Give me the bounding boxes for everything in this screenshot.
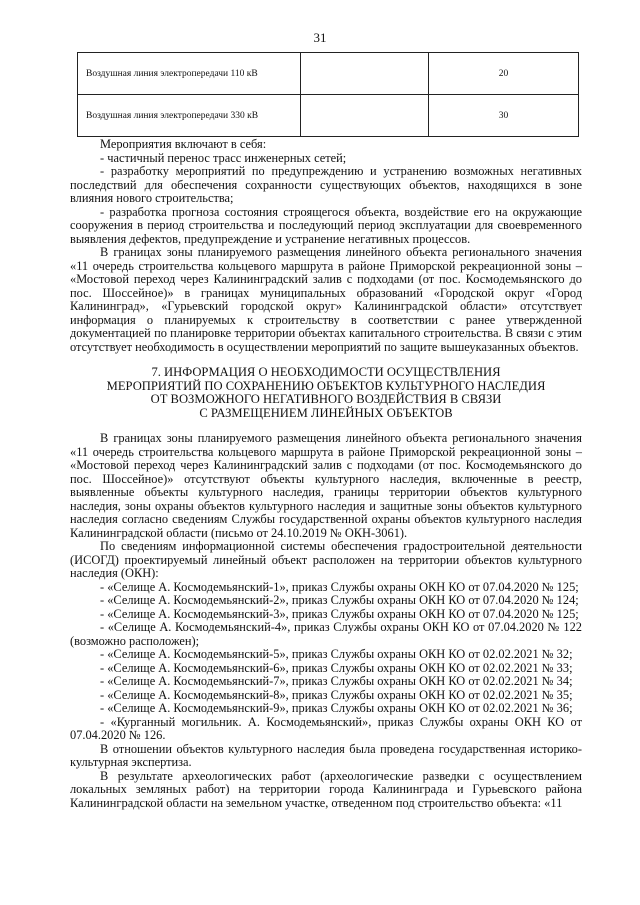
paragraph: В результате археологических работ (археологические разведки с осуществлением локальных земляных работ) на территории города Калининграда и Гурьевского района Калининградской области на земельном участке, отведенном под строительство объекта: «11 (70, 768, 582, 810)
table-cell-empty (301, 95, 429, 137)
list-item: - «Селище А. Космодемьянский-2», приказ Службы охраны ОКН КО от 07.04.2020 № 124; (100, 593, 579, 608)
list-item: - «Селище А. Космодемьянский-8», приказ Службы охраны ОКН КО от 02.02.2021 № 35; (100, 687, 573, 702)
list-item: - «Курганный могильник. А. Космодемьянский», приказ Службы охраны ОКН КО от 07.04.2020 № 126. (70, 714, 582, 743)
heading-line: ОТ ВОЗМОЖНОГО НЕГАТИВНОГО ВОЗДЕЙСТВИЯ В СВЯЗИ (150, 392, 502, 407)
table-cell-value: 30 (429, 95, 579, 137)
paragraph: В отношении объектов культурного наследия была проведена государственная историко-культурная экспертиза. (70, 741, 582, 770)
section-heading (70, 366, 582, 420)
table-cell-name: Воздушная линия электропередачи 330 кВ (78, 95, 301, 137)
document-body (70, 138, 582, 810)
paragraph: В границах зоны планируемого размещения линейного объекта регионального значения «11 очередь строительства кольцевого маршрута в районе Приморской рекреационной зоны – «Мостовой переход через Калининградский залив с подходами (от пос. Космодемьянского до пос. Шоссейное)» в границах муниципальных образований «Городской округ «Город Калининград», «Гурьевский городской округ» Калининградской области» отсутствует информация о планируемых к строительству в соответствии с ранее утвержденной документацией по планировке территории объектах капитального строительства. В связи с этим отсутствует необходимость в осуществлении мероприятий по защите вышеуказанных объектов. (70, 245, 582, 354)
paragraph: В границах зоны планируемого размещения линейного объекта регионального значения «11 очередь строительства кольцевого маршрута в районе Приморской рекреационной зоны – «Мостовой переход через Калининградский залив с подходами (от пос. Космодемьянского до пос. Шоссейное)» отсутствуют объекты культурного наследия, включенные в реестр, выявленные объекты культурного наследия, границы территории объектов культурного наследия, зоны охраны объектов культурного наследия и защитные зоны объектов культурного наследия согласно сведениям Службы государственной охраны объектов культурного наследия Калининградской области (письмо от 24.10.2019 № ОКН-3061). (70, 431, 582, 540)
table-row (78, 53, 579, 95)
table-cell-empty (301, 53, 429, 95)
list-item: - «Селище А. Космодемьянский-6», приказ Службы охраны ОКН КО от 02.02.2021 № 33; (100, 660, 573, 675)
measures-intro: Мероприятия включают в себя: (100, 137, 267, 151)
list-item: - «Селище А. Космодемьянский-1», приказ Службы охраны ОКН КО от 07.04.2020 № 125; (100, 579, 579, 594)
list-item: - «Селище А. Космодемьянский-9», приказ Службы охраны ОКН КО от 02.02.2021 № 36; (100, 701, 573, 716)
list-item: - «Селище А. Космодемьянский-5», приказ Службы охраны ОКН КО от 02.02.2021 № 32; (100, 647, 573, 662)
list-item: - «Селище А. Космодемьянский-4», приказ Службы охраны ОКН КО от 07.04.2020 № 122 (возможно расположен); (70, 620, 582, 648)
table-cell-name: Воздушная линия электропередачи 110 кВ (78, 53, 301, 95)
table-cell-value: 20 (429, 53, 579, 95)
distance-table (77, 52, 579, 137)
list-item: - разработку мероприятий по предупреждению и устранению возможных негативных последствий для обеспечения сохранности существующих объектов, находящихся в зоне влияния нового строительства; (70, 164, 582, 205)
list-item: - разработка прогноза состояния строящегося объекта, воздействие его на окружающие сооружения в период строительства и последующий период эксплуатации для своевременного выявления дефектов, предупреждение и устранение негативных процессов. (70, 204, 582, 246)
table-row (78, 95, 579, 137)
paragraph: По сведениям информационной системы обеспечения градостроительной деятельности (ИСОГД) проектируемый линейный объект расположен на территории объектов культурного наследия (ОКН): (70, 539, 582, 581)
list-item: - «Селище А. Космодемьянский-7», приказ Службы охраны ОКН КО от 02.02.2021 № 34; (100, 674, 573, 689)
heading-line: 7. ИНФОРМАЦИЯ О НЕОБХОДИМОСТИ ОСУЩЕСТВЛЕНИЯ (151, 365, 501, 379)
page-number: 31 (313, 30, 327, 45)
heading-line: С РАЗМЕЩЕНИЕМ ЛИНЕЙНЫХ ОБЪЕКТОВ (199, 405, 453, 420)
list-item: - «Селище А. Космодемьянский-3», приказ Службы охраны ОКН КО от 07.04.2020 № 125; (100, 606, 579, 621)
list-item: - частичный перенос трасс инженерных сетей; (100, 150, 347, 165)
heading-line: МЕРОПРИЯТИЙ ПО СОХРАНЕНИЮ ОБЪЕКТОВ КУЛЬТУРНОГО НАСЛЕДИЯ (106, 378, 546, 393)
